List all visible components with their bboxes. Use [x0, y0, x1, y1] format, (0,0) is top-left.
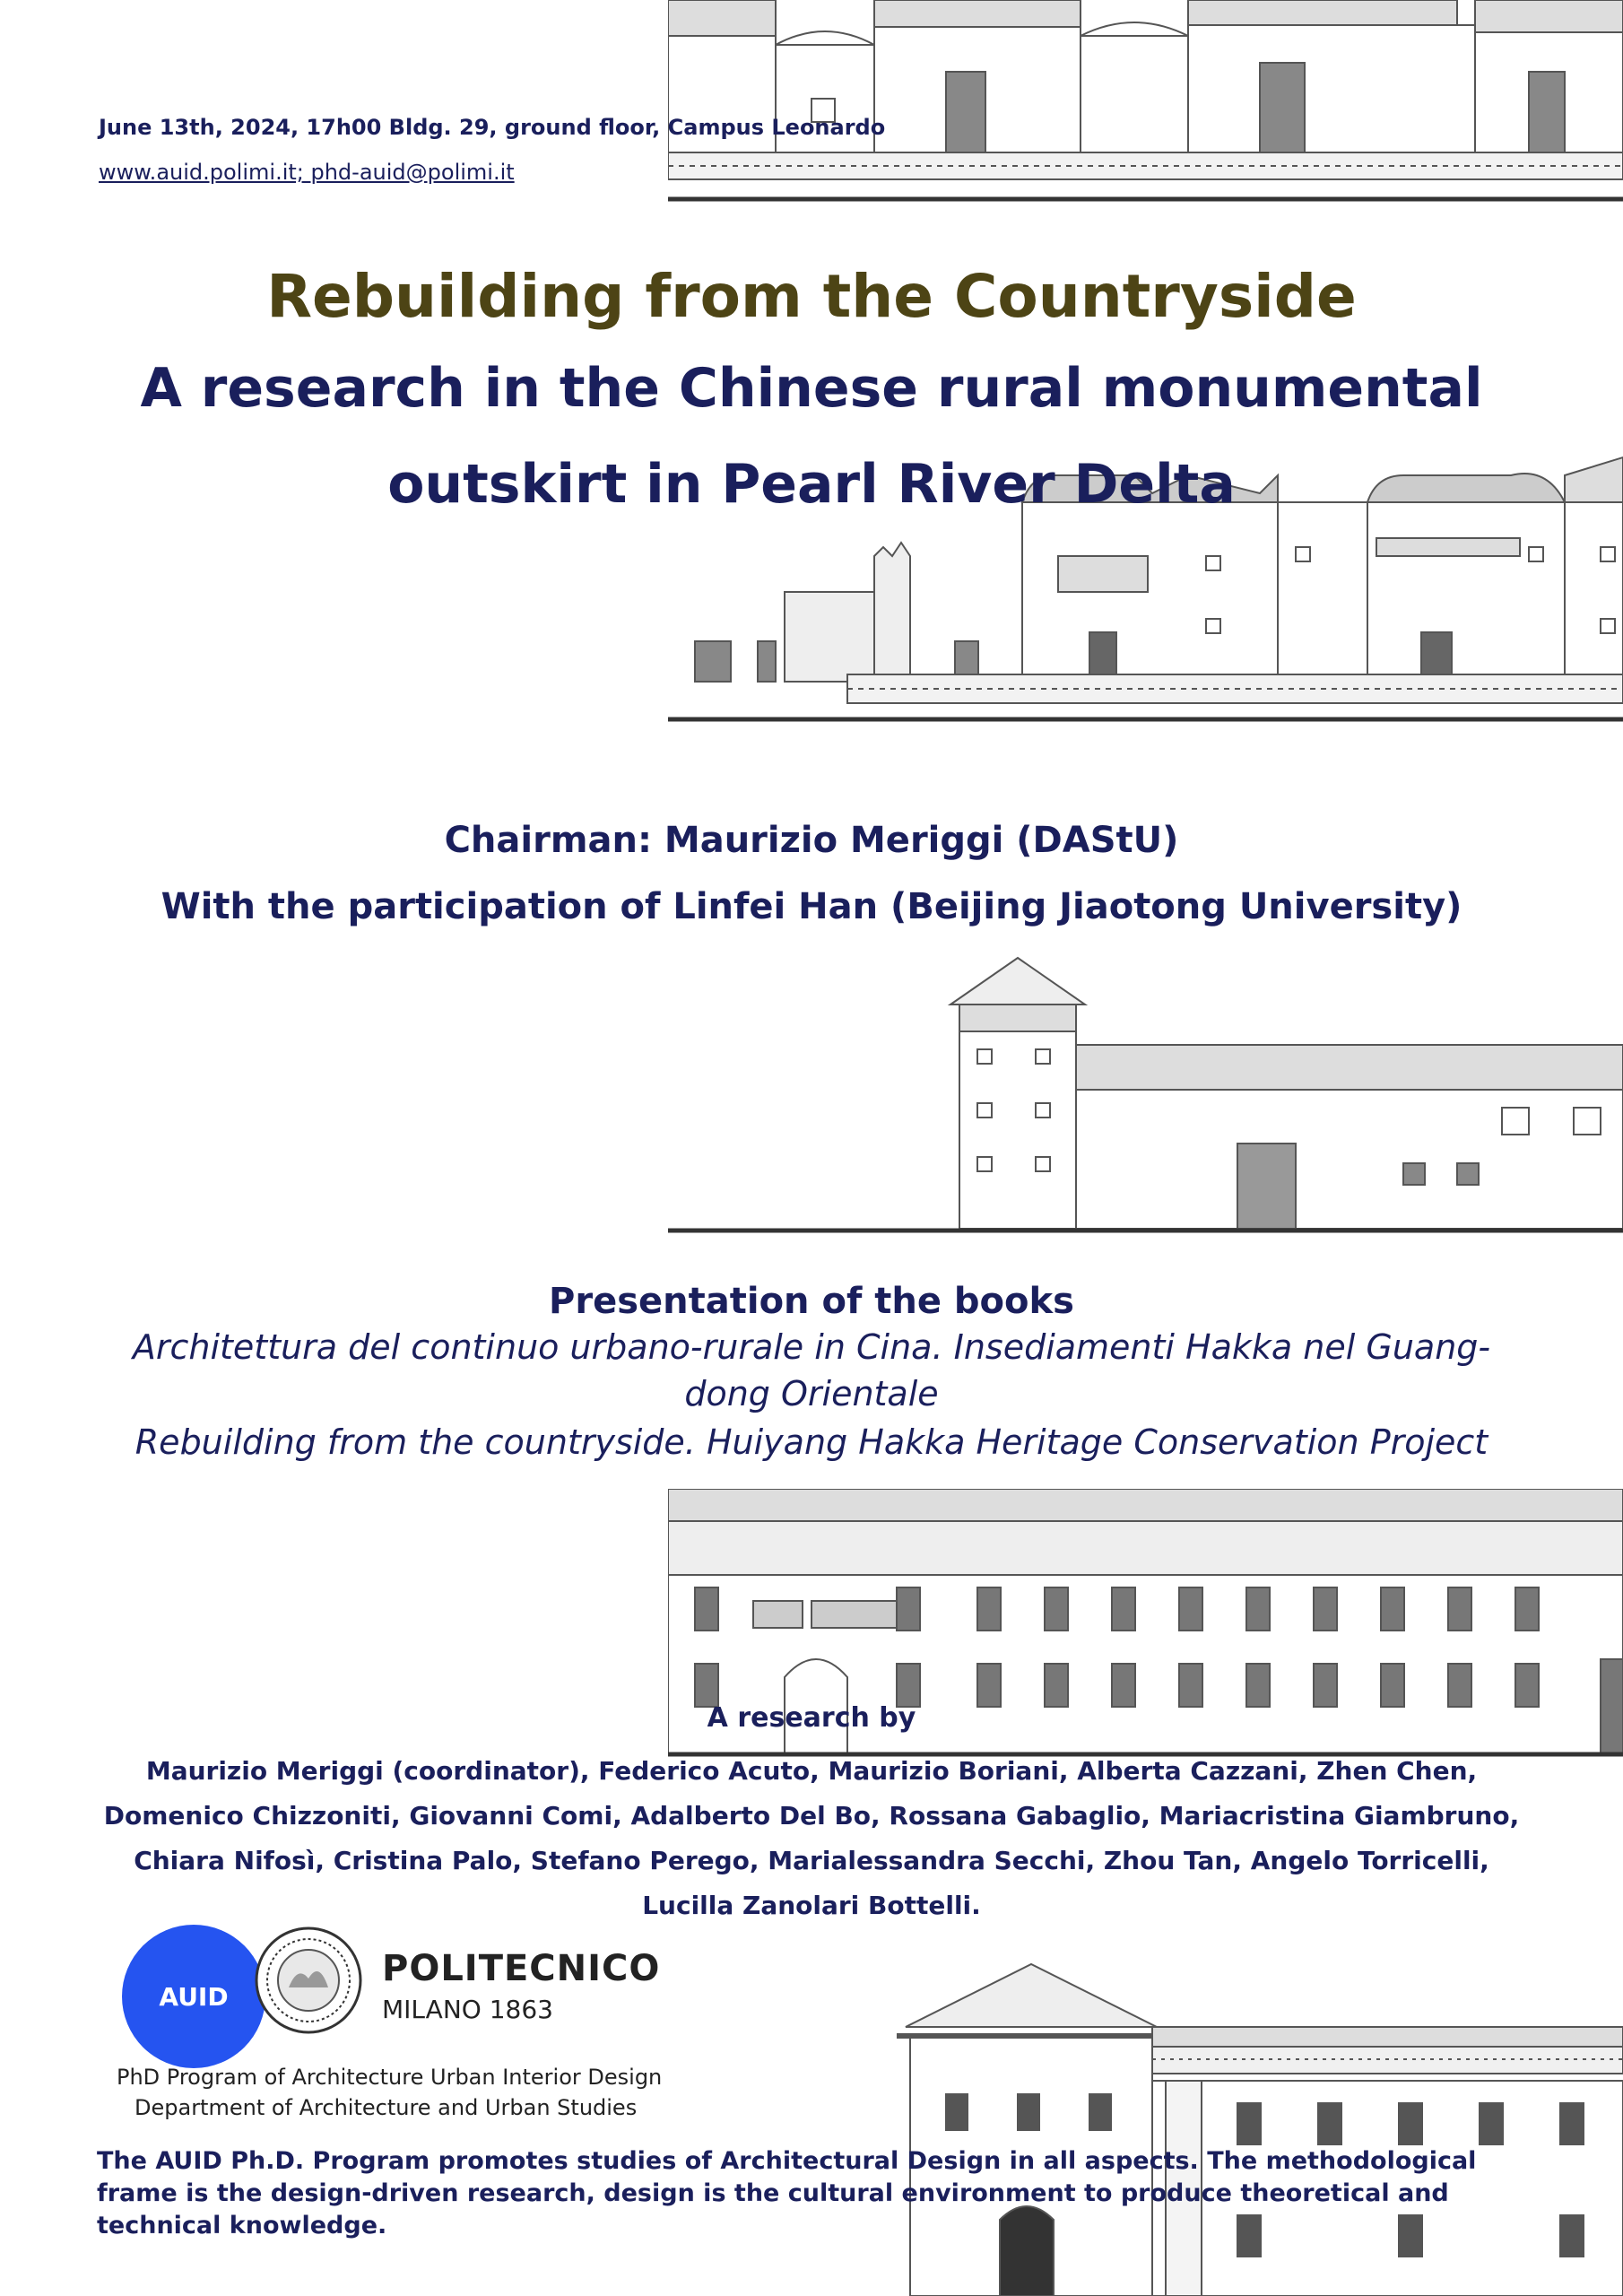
politecnico-subtitle: MILANO 1863 — [382, 1995, 553, 2024]
book-2-title: Rebuilding from the countryside. Huiyang Hakka Heritage Conservation Project — [135, 1422, 1488, 1462]
research-heading: A research by — [707, 1702, 916, 1734]
building-drawing-top — [668, 0, 1623, 202]
event-info: June 13th, 2024, 17h00 Bldg. 29, ground floor, Campus Leonardo — [99, 115, 886, 140]
politecnico-name: POLITECNICO — [382, 1948, 661, 1989]
book-1-title-line-1: Architettura del continuo urbano-rurale in Cina. Insediamenti Hakka nel Guang- — [132, 1327, 1491, 1367]
program-name: PhD Program of Architecture Urban Interior Design — [117, 2065, 663, 2090]
books-heading: Presentation of the books — [549, 1281, 1074, 1322]
building-drawing-tower — [668, 951, 1623, 1233]
department-name: Department of Architecture and Urban Studies — [135, 2095, 638, 2120]
auid-logo-text: AUID — [159, 1981, 229, 2012]
auid-logo — [122, 1925, 265, 2068]
main-title: Rebuilding from the Countryside — [266, 262, 1357, 331]
contact-links[interactable]: www.auid.polimi.it; phd-auid@polimi.it — [99, 160, 515, 185]
book-1-title-line-2: dong Orientale — [684, 1374, 939, 1413]
politecnico-seal-icon — [253, 1925, 364, 2036]
subtitle-line-1: A research in the Chinese rural monumental — [140, 357, 1483, 420]
researchers-list: Maurizio Meriggi (coordinator), Federico Acuto, Maurizio Boriani, Alberta Cazzani, Zhen Chen, Domenico Chizzoniti, Giovanni Comi, Adalberto Del Bo, Rossana Gabaglio, Mariacristina Giambruno, Chiara Nifosì, Cristina Palo, Stefano Perego, Marialessandra Secchi, Zhou Tan, Angelo Torricelli, Lucilla Zanolari Bottelli. — [103, 1756, 1520, 1920]
mission-statement: The AUID Ph.D. Program promotes studies of Architectural Design in all aspects. The methodological frame is the design-driven research, design is the cultural environment to produce theoretical and technical knowledge. — [97, 2147, 1477, 2239]
participation-line: With the participation of Linfei Han (Beijing Jiaotong University) — [161, 886, 1462, 927]
subtitle-line-2: outskirt in Pearl River Delta — [387, 453, 1236, 516]
building-drawing-facade — [897, 1946, 1623, 2296]
chairman-line: Chairman: Maurizio Meriggi (DAStU) — [444, 820, 1179, 861]
